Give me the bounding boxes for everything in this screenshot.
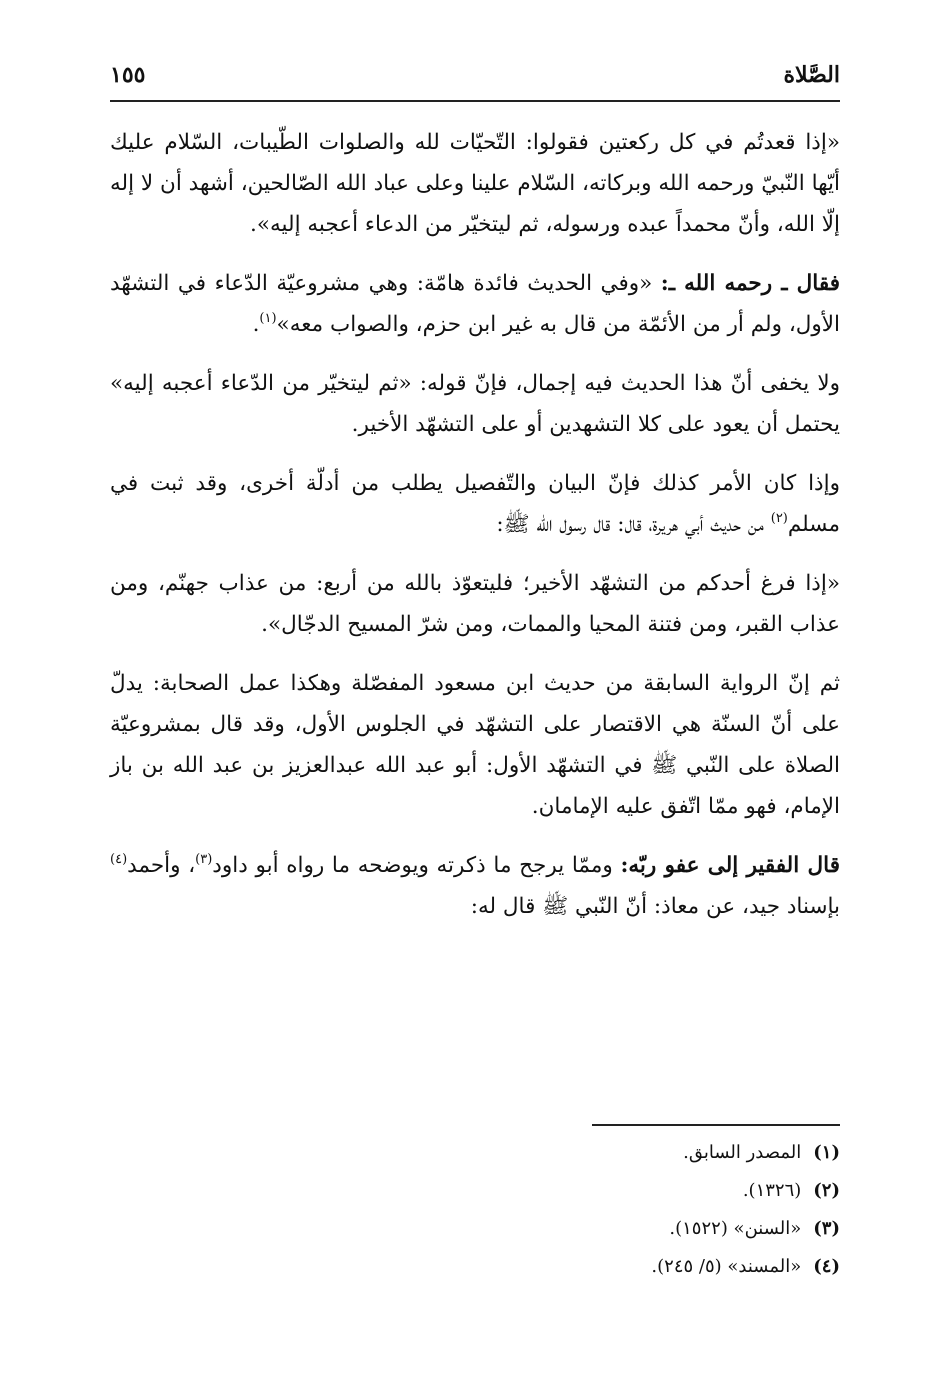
footnote-item [110, 1134, 840, 1172]
paragraph-tail: . [252, 312, 260, 337]
footnote-ref[interactable]: (٤) [110, 852, 128, 867]
discussion-paragraph [110, 663, 840, 827]
body-text [110, 122, 840, 945]
footnote-ref[interactable]: (١) [259, 311, 277, 326]
paragraph-text: «إذا فرغ أحدكم من التشهّد الأخير؛ فليتعوّذ بالله من أربع: من عذاب جهنّم، ومن عذاب القبر، ومن فتنة المحيا والممات، ومن شرّ المسيح الدجّال». [110, 571, 840, 637]
running-title: الصَّلاة [783, 62, 840, 88]
footnote-item [110, 1172, 840, 1210]
footnote-text: «السنن» (١٥٢٢). [669, 1218, 802, 1239]
evidence-paragraph [110, 463, 840, 545]
commentary-paragraph [110, 263, 840, 345]
footnote-number: (١) [813, 1142, 840, 1163]
paragraph-lead: فقال ـ رحمه الله ـ: [660, 271, 840, 296]
paragraph-text: ثم إنّ الرواية السابقة من حديث ابن مسعود المفصّلة وهكذا عمل الصحابة: يدلّ على أنّ السنّة هي الاقتصار على التشهّد في الجلوس الأول، وقد قال بمشروعيّة الصلاة على النّبي ﷺ في التشهّد الأول: أبو عبد الله عبدالعزيز بن عبد الله بن باز الإمام، فهو ممّا اتّفق عليه الإمامان. [110, 671, 840, 819]
footnote-item [110, 1210, 840, 1248]
author-note-paragraph [110, 845, 840, 927]
paragraph-mid: ، وأحمد [127, 853, 196, 878]
paragraph-text: «إذا قعدتُم في كل ركعتين فقولوا: التّحيّات لله والصلوات الطّيبات، السّلام عليك أيّها النّبيّ ورحمه الله وبركاته، السّلام علينا وعلى عباد الله الصّالحين، أشهد أن لا إله إلّا الله، وأنّ محمداً عبده ورسوله، ثم ليتخيّر من الدعاء أعجبه إليه». [110, 130, 840, 237]
discussion-paragraph [110, 363, 840, 445]
footnote-item [110, 1248, 840, 1286]
paragraph-tail: بإسناد جيد، عن معاذ: أنّ النّبي ﷺ قال له: [470, 894, 840, 919]
footnote-number: (٤) [813, 1256, 840, 1277]
footnote-ref[interactable]: (٢) [770, 511, 788, 526]
footnote-text: (١٣٢٦). [742, 1180, 802, 1201]
footnote-text: المصدر السابق. [683, 1142, 802, 1163]
page-number: ١٥٥ [110, 62, 146, 88]
footnote-ref[interactable]: (٣) [195, 852, 213, 867]
paragraph-lead: قال الفقير إلى عفو ربّه: [620, 853, 840, 878]
footnotes [110, 1134, 840, 1286]
paragraph-text: ولا يخفى أنّ هذا الحديث فيه إجمال، فإنّ قوله: «ثم ليتخيّر من الدّعاء أعجبه إليه» يحتمل أن يعود على كلا التشهدين أو على التشهّد الأخير. [110, 371, 840, 437]
footnote-text: «المسند» (٥/ ٢٤٥). [651, 1256, 802, 1277]
footnote-divider [592, 1124, 840, 1126]
page-header [110, 56, 840, 102]
paragraph-tail: من حديث أبي هريرة، قال: قال رسول الله ﷺ: [496, 512, 771, 537]
paragraph-text: «وفي الحديث فائدة هامّة: وهي مشروعيّة الدّعاء في التشهّد الأول، ولم أر من الأئمّة من قال به غير ابن حزم، والصواب معه» [110, 271, 840, 337]
footnote-number: (٣) [813, 1218, 840, 1239]
paragraph-text: وممّا يرجح ما ذكرته ويوضحه ما رواه أبو داود [212, 853, 621, 878]
footnote-number: (٢) [813, 1180, 840, 1201]
hadith-quote-paragraph [110, 563, 840, 645]
paragraph-text: وإذا كان الأمر كذلك فإنّ البيان والتّفصيل يطلب من أدلّة أخرى، وقد ثبت في مسلم [110, 471, 840, 537]
hadith-quote-paragraph [110, 122, 840, 245]
